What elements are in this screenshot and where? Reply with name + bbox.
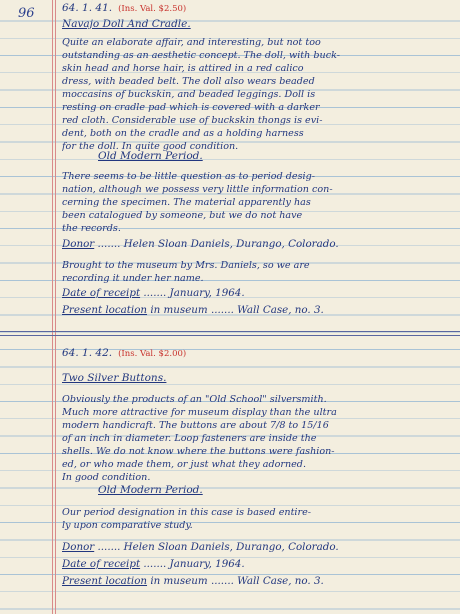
location-value: in museum ....... Wall Case, no. 3.	[150, 304, 324, 316]
catalog-number: 64. 1. 42. (Ins. Val. $2.00)	[62, 347, 187, 359]
insured-value-note: (Ins. Val. $2.50)	[118, 4, 187, 14]
period-text-line: ly upon comparative study.	[62, 520, 193, 531]
description-line: outstanding as an aesthetic concept. The doll, with buck-	[62, 50, 340, 61]
period-text-line: been catalogued by someone, but we do not have	[62, 210, 303, 221]
receipt-line	[62, 287, 454, 300]
description-line: dent, both on the cradle and as a holding harness	[62, 128, 304, 139]
period-text-line: the records.	[62, 223, 121, 234]
description-line: for the doll. In quite good condition.	[62, 141, 239, 152]
description-line: Much more attractive for museum display than the ultra	[62, 407, 337, 418]
description-line: In good condition.	[62, 472, 151, 483]
period-heading: Old Modern Period.	[98, 484, 203, 496]
page-number: 96	[18, 6, 35, 21]
description-line: Quite an elaborate affair, and interesting, but not too	[62, 37, 321, 48]
description-line: dress, with beaded belt. The doll also wears beaded	[62, 76, 315, 87]
donor-label: Donor	[62, 541, 95, 553]
location-label: Present location	[62, 304, 148, 316]
description-line: skin head and horse hair, is attired in a red calico	[62, 63, 304, 74]
period-heading: Old Modern Period.	[98, 150, 203, 162]
receipt-line	[62, 558, 454, 571]
location-label: Present location	[62, 575, 148, 587]
description-line: moccasins of buckskin, and beaded leggings. Doll is	[62, 89, 316, 100]
description-line: red cloth. Considerable use of buckskin thongs is evi-	[62, 115, 323, 126]
description-line: modern handicraft. The buttons are about 7/8 to 15/16	[62, 420, 329, 431]
description-line: of an inch in diameter. Loop fasteners are inside the	[62, 433, 317, 444]
entry-title: Two Silver Buttons.	[62, 372, 167, 384]
description-line: Obviously the products of an "Old School" silversmith.	[62, 394, 327, 405]
location-value: in museum ....... Wall Case, no. 3.	[150, 575, 324, 587]
note-line: Brought to the museum by Mrs. Daniels, so we are	[62, 260, 310, 271]
margin-rule	[55, 0, 56, 614]
location-line	[62, 304, 454, 317]
receipt-value: ....... January, 1964.	[143, 558, 245, 570]
note-line: recording it under her name.	[62, 273, 204, 284]
donor-value: ....... Helen Sloan Daniels, Durango, Colorado.	[97, 541, 339, 553]
period-text-line: There seems to be little question as to period desig-	[62, 171, 315, 182]
receipt-label: Date of receipt	[62, 558, 141, 570]
description-line: shells. We do not know where the buttons were fashion-	[62, 446, 335, 457]
donor-label: Donor	[62, 238, 95, 250]
period-text-line: nation, although we possess very little information con-	[62, 184, 333, 195]
margin-rule	[52, 0, 53, 614]
receipt-value: ....... January, 1964.	[143, 287, 245, 299]
donor-value: ....... Helen Sloan Daniels, Durango, Colorado.	[97, 238, 339, 250]
catalog-number: 64. 1. 41. (Ins. Val. $2.50)	[62, 2, 187, 14]
donor-line	[62, 238, 454, 251]
description-line: resting on cradle pad which is covered with a darker	[62, 102, 320, 113]
location-line	[62, 575, 454, 588]
donor-line	[62, 541, 454, 554]
entry-divider	[0, 331, 460, 336]
insured-value-note: (Ins. Val. $2.00)	[118, 349, 187, 359]
description-line: ed, or who made them, or just what they adorned.	[62, 459, 306, 470]
period-text-line: Our period designation in this case is based entire-	[62, 507, 311, 518]
period-text-line: cerning the specimen. The material apparently has	[62, 197, 311, 208]
entry-title: Navajo Doll And Cradle.	[62, 18, 191, 30]
receipt-label: Date of receipt	[62, 287, 141, 299]
